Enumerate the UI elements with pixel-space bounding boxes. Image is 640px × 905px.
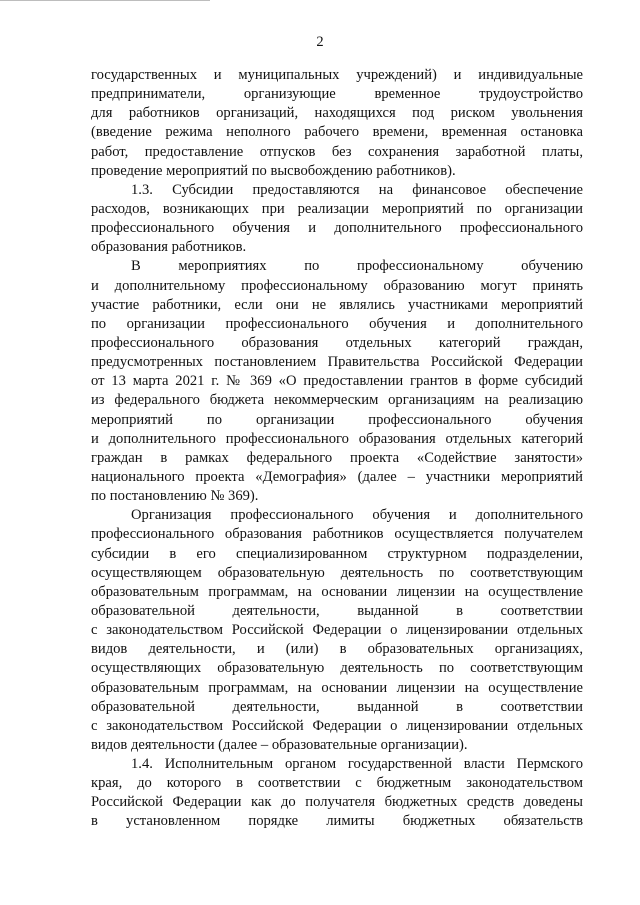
text-line: субсидии в его специализированном структурном подразделении, (91, 545, 583, 562)
text-line: Организация профессионального обучения и дополнительного (131, 507, 583, 524)
text-line: видов деятельности (далее – образовательные организации). (91, 736, 468, 753)
text-line: профессионального обучения и дополнительного профессионального (91, 220, 583, 237)
text-line: и дополнительному профессиональному образованию могут принять (91, 277, 583, 294)
text-line: осуществляющих образовательную деятельность по соответствующим (91, 660, 583, 677)
text-line: Российской Федерации как до получателя бюджетных средств доведены (91, 794, 583, 811)
paragraph (91, 506, 583, 755)
text-line: национального проекта «Демография» (далее – участники мероприятий (91, 468, 583, 485)
text-line: осуществляющем образовательную деятельность по соответствующим (91, 564, 583, 581)
paragraph (91, 257, 583, 506)
text-line: образовательным программам, на основании лицензии на осуществление (91, 679, 583, 696)
text-line: работ, предоставление отпусков без сохранения заработной платы, (91, 143, 583, 160)
text-line: в установленном порядке лимиты бюджетных обязательств (91, 813, 583, 830)
text-line: для работников организаций, находящихся под риском увольнения (91, 105, 583, 122)
text-line: проведение мероприятий по высвобождению работников). (91, 162, 456, 179)
text-line: видов деятельности, и (или) в образовательных организациях, (91, 641, 583, 658)
text-line: образовательной деятельности, выданной в соответствии (91, 698, 583, 715)
text-line: профессионального образования отдельных категорий граждан, (91, 334, 583, 351)
text-line: граждан в рамках федерального проекта «Содействие занятости» (91, 449, 583, 466)
text-line: по организации профессионального обучения и дополнительного (91, 315, 583, 332)
text-line: 1.4. Исполнительным органом государственной власти Пермского (131, 756, 583, 773)
text-line: расходов, возникающих при реализации мероприятий по организации (91, 200, 583, 217)
text-line: из федерального бюджета некоммерческим организациям на реализацию (91, 392, 583, 409)
text-line: по постановлению № 369). (91, 488, 259, 505)
text-line: с законодательством Российской Федерации о лицензировании отдельных (91, 717, 583, 734)
text-line: и дополнительного профессионального образования отдельных категорий (91, 430, 583, 447)
text-line: образовательной деятельности, выданной в соответствии (91, 602, 583, 619)
page-number: 2 (316, 34, 324, 50)
text-line: края, до которого в соответствии с бюджетным законодательством (91, 775, 583, 792)
text-line: профессионального образования работников осуществляется получателем (91, 526, 583, 543)
text-line: с законодательством Российской Федерации о лицензировании отдельных (91, 622, 583, 639)
text-line: предусмотренных постановлением Правительства Российской Федерации (91, 354, 583, 371)
document-body (91, 66, 583, 832)
paragraph (91, 66, 583, 181)
text-line: 1.3. Субсидии предоставляются на финансовое обеспечение (131, 181, 583, 198)
text-line: В мероприятиях по профессиональному обучению (131, 258, 583, 275)
text-line: от 13 марта 2021 г. № 369 «О предоставлении грантов в форме субсидий (91, 373, 583, 390)
text-line: (введение режима неполного рабочего времени, временная остановка (91, 124, 583, 141)
text-line: образовательным программам, на основании лицензии на осуществление (91, 583, 583, 600)
text-line: государственных и муниципальных учреждений) и индивидуальные (91, 67, 583, 83)
text-line: мероприятий по организации профессионального обучения (91, 411, 583, 428)
text-line: участие работники, если они не являлись участниками мероприятий (91, 296, 583, 313)
text-line: образования работников. (91, 239, 247, 256)
paragraph (91, 181, 583, 258)
top-rule (0, 0, 210, 1)
text-line: предприниматели, организующие временное трудоустройство (91, 86, 583, 103)
paragraph (91, 755, 583, 832)
